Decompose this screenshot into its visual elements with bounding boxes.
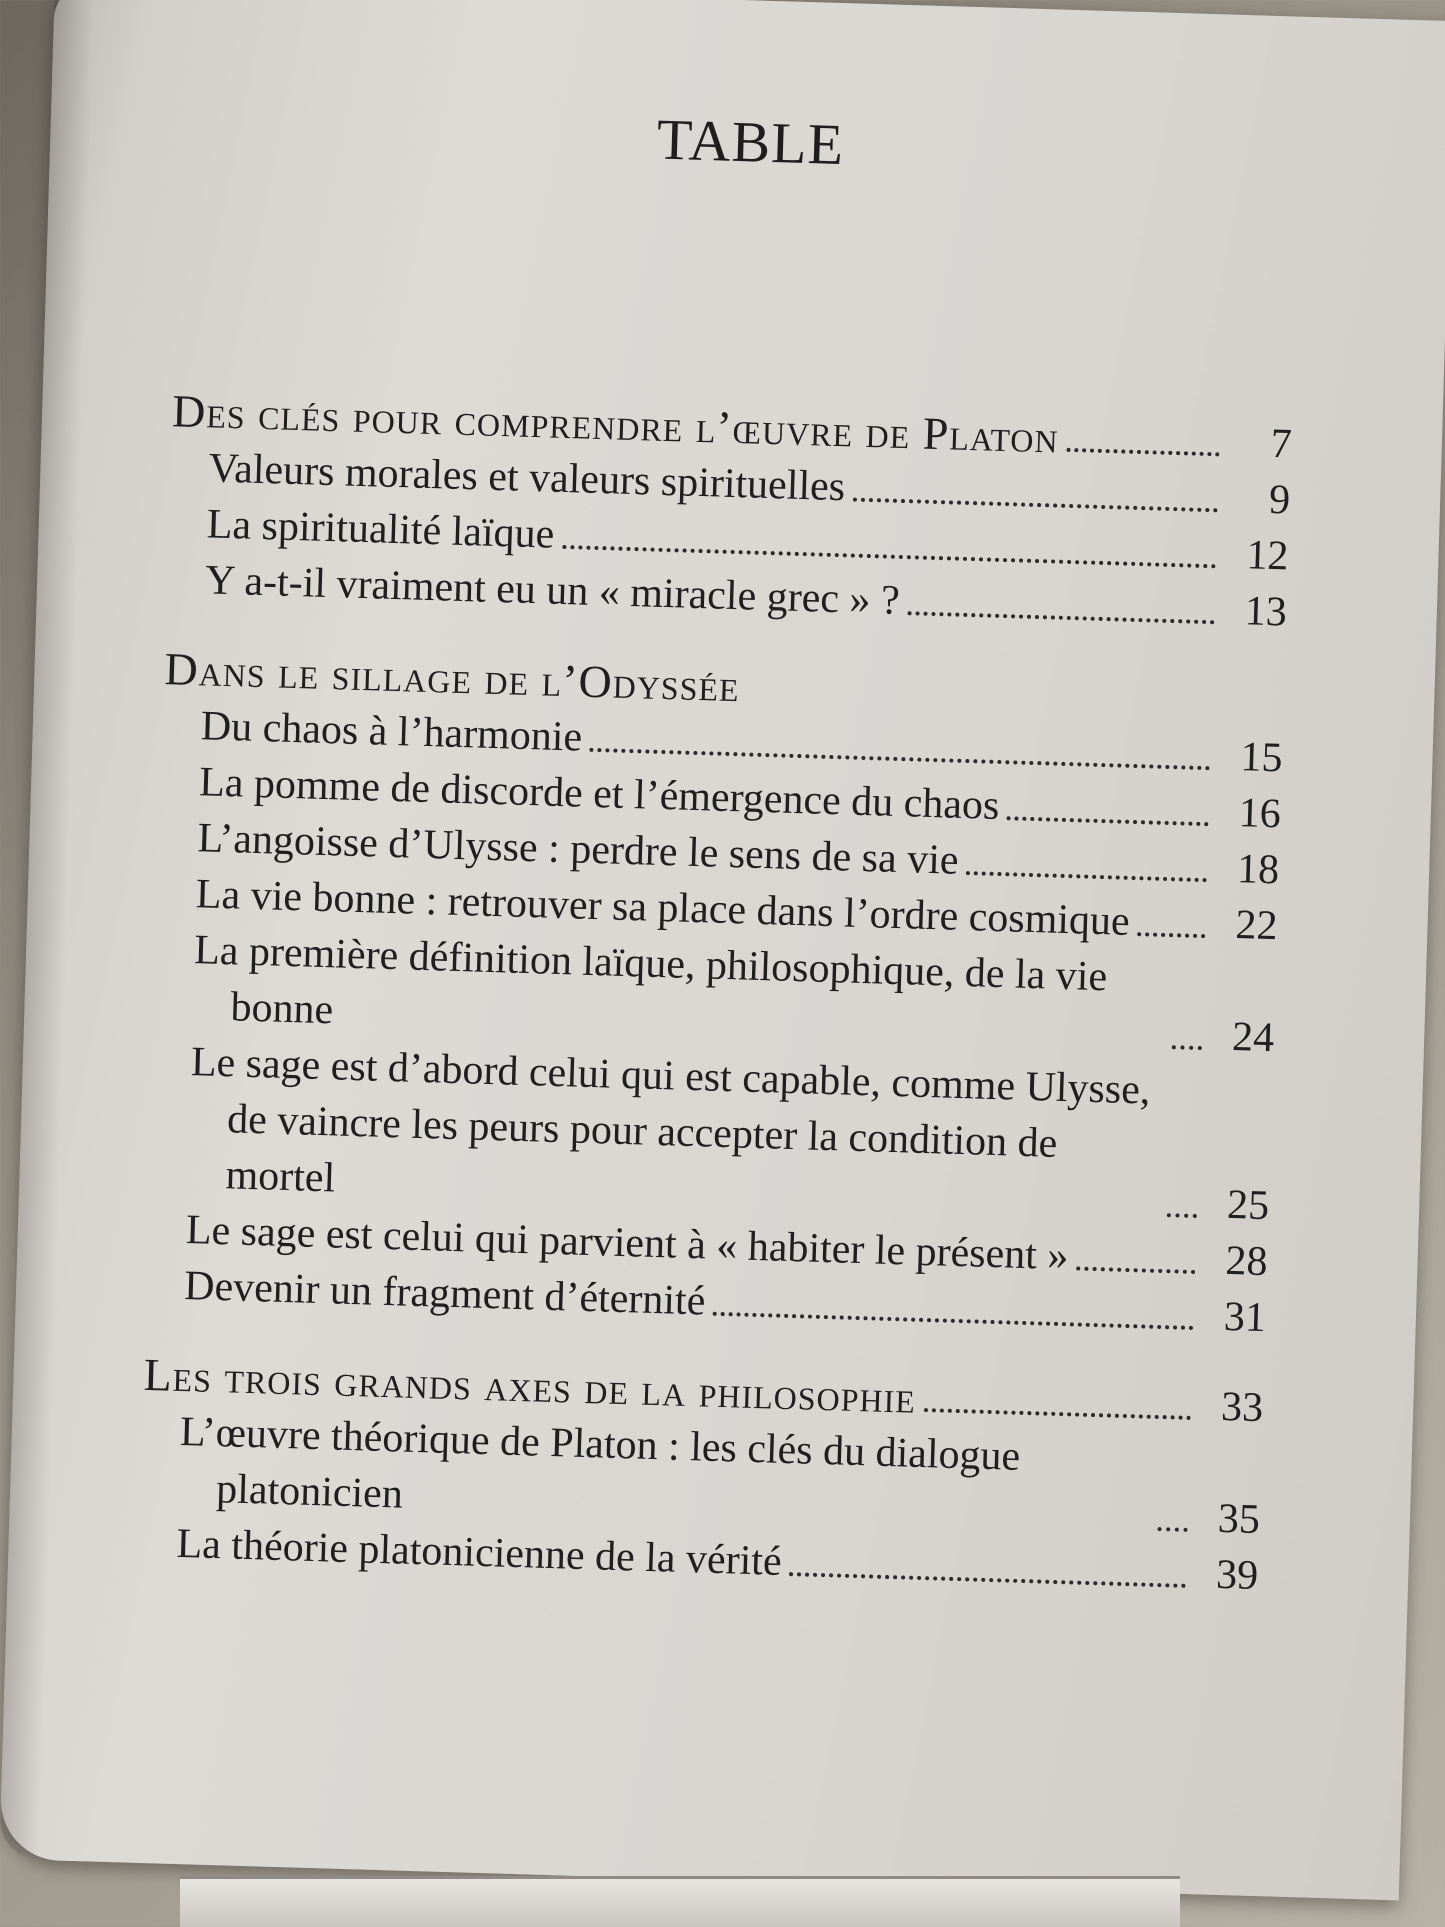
entry-title: Y a-t-il vraiment eu un « miracle grec » ? [204, 557, 901, 624]
dot-leader [923, 1408, 1190, 1420]
section-title: Les trois grands axes de la philosophie [142, 1348, 917, 1423]
dot-leader [1066, 448, 1219, 457]
page-number: 31 [1223, 1293, 1267, 1342]
table-of-contents [137, 383, 1293, 1638]
toc-entry [149, 1033, 1273, 1234]
entry-title: La première définition laïque, philosophique, de la vie bonne [193, 927, 1108, 1034]
page-number: 15 [1239, 734, 1284, 782]
page-number: 22 [1234, 902, 1279, 950]
dot-leader [853, 498, 1218, 513]
page-gutter-shadow [0, 0, 95, 1860]
entry-title: Le sage est d’abord celui qui est capable, comme Ulysse, de vaincre les peurs pour accepter la condition de mortel [190, 1039, 1152, 1202]
dot-leader [907, 611, 1214, 624]
dot-leader [1007, 816, 1209, 826]
page-title: TABLE [655, 106, 846, 178]
entry-title: La vie bonne : retrouver sa place dans l’ordre cosmique [195, 871, 1131, 945]
page-number: 35 [1217, 1495, 1261, 1544]
dot-leader [789, 1572, 1186, 1588]
toc-section-3 [138, 1347, 1264, 1604]
dot-leader [713, 1312, 1194, 1330]
entry-title: La théorie platonicienne de la vérité [175, 1520, 783, 1585]
page-number: 12 [1245, 532, 1290, 580]
page-number: 9 [1268, 476, 1291, 524]
entry-title: L’œuvre théorique de Platon : les clés du dialogue platonicien [179, 1408, 1021, 1518]
toc-section-2 [145, 641, 1284, 1346]
dot-leader [590, 748, 1210, 770]
page-number: 39 [1215, 1551, 1259, 1600]
section-title: Des clés pour comprendre l’œuvre de Platon [171, 385, 1060, 463]
dot-leader [1137, 932, 1205, 938]
entry-title: Devenir un fragment d’éternité [183, 1263, 707, 1325]
lower-pages-edge [180, 1876, 1180, 1927]
dot-leader [1167, 1213, 1197, 1218]
page-number: 25 [1226, 1181, 1270, 1230]
entry-title: Du chaos à l’harmonie [200, 703, 583, 761]
entry-title: Valeurs morales et valeurs spirituelles [207, 445, 846, 511]
dot-leader [1076, 1266, 1195, 1274]
dot-leader [1172, 1045, 1202, 1050]
toc-section-1 [166, 383, 1292, 640]
page-number: 18 [1236, 846, 1280, 894]
page-number: 7 [1270, 420, 1293, 468]
dot-leader [562, 545, 1216, 568]
section-title: Dans le sillage de l’Odyssée [163, 643, 741, 712]
page-number: 13 [1244, 588, 1288, 636]
entry-title: L’angoisse d’Ulysse : perdre le sens de sa vie [196, 815, 960, 884]
dot-leader [1157, 1527, 1187, 1532]
entry-title: Le sage est celui qui parvient à « habiter le présent » [185, 1207, 1070, 1280]
page-number: 28 [1224, 1237, 1269, 1286]
page-number: 24 [1231, 1014, 1275, 1062]
entry-title: La pomme de discorde et l’émergence du chaos [198, 759, 1000, 829]
entry-title: La spiritualité laïque [206, 501, 555, 558]
page-number: 16 [1238, 790, 1282, 838]
page-number: 33 [1220, 1383, 1264, 1432]
dot-leader [966, 871, 1207, 882]
